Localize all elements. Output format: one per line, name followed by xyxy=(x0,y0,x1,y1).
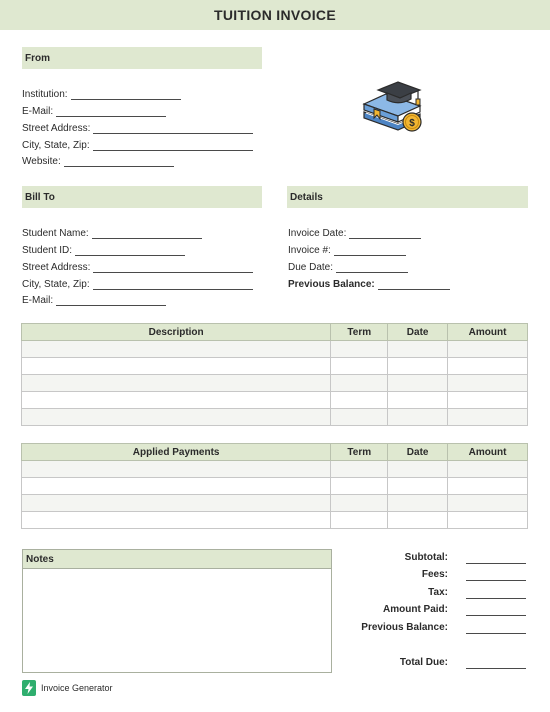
due-date-label: Due Date: xyxy=(288,262,334,273)
term-column-header: Term xyxy=(331,324,388,341)
amount-paid-label: Amount Paid: xyxy=(383,604,448,615)
date-column-header: Date xyxy=(388,324,448,341)
date-cell[interactable] xyxy=(388,341,448,358)
from-city-label: City, State, Zip: xyxy=(22,140,90,151)
payment-date-cell[interactable] xyxy=(388,512,448,529)
date-cell[interactable] xyxy=(388,409,448,426)
payment-term-cell[interactable] xyxy=(331,512,388,529)
from-city-field[interactable] xyxy=(22,138,253,151)
description-cell[interactable] xyxy=(22,341,331,358)
payment-date-cell[interactable] xyxy=(388,495,448,512)
invoice-date-field[interactable] xyxy=(288,226,421,239)
invoice-date-label: Invoice Date: xyxy=(288,228,347,239)
institution-line xyxy=(71,89,181,100)
date-cell[interactable] xyxy=(388,392,448,409)
term-cell[interactable] xyxy=(331,375,388,392)
date-cell[interactable] xyxy=(388,358,448,375)
student-name-field[interactable] xyxy=(22,226,202,239)
student-name-label: Student Name: xyxy=(22,228,89,239)
amount-paid-row[interactable] xyxy=(340,604,530,617)
website-label: Website: xyxy=(22,156,61,167)
previous-balance-line xyxy=(378,279,450,290)
amount-cell[interactable] xyxy=(448,358,528,375)
payment-date-column-header: Date xyxy=(388,444,448,461)
tax-label: Tax: xyxy=(428,587,448,598)
total-due-line xyxy=(466,668,526,669)
invoice-number-line xyxy=(334,245,406,256)
payments-header-row xyxy=(22,444,528,461)
payment-description-cell[interactable] xyxy=(22,461,331,478)
student-name-line xyxy=(92,228,202,239)
totals-previous-balance-row[interactable] xyxy=(340,622,530,635)
due-date-field[interactable] xyxy=(288,260,408,273)
from-email-line xyxy=(56,106,166,117)
bill-street-field[interactable] xyxy=(22,260,253,273)
invoice-date-line xyxy=(349,228,421,239)
bill-street-label: Street Address: xyxy=(22,262,91,273)
from-street-label: Street Address: xyxy=(22,123,91,134)
subtotal-row[interactable] xyxy=(340,552,530,565)
subtotal-label: Subtotal: xyxy=(404,552,448,563)
previous-balance-field[interactable] xyxy=(288,277,450,290)
description-cell[interactable] xyxy=(22,409,331,426)
payment-amount-cell[interactable] xyxy=(448,512,528,529)
bill-city-label: City, State, Zip: xyxy=(22,279,90,290)
term-cell[interactable] xyxy=(331,392,388,409)
totals-previous-balance-label: Previous Balance: xyxy=(361,622,448,633)
charges-table xyxy=(21,323,528,426)
total-due-label: Total Due: xyxy=(399,657,448,668)
notes-box[interactable] xyxy=(22,549,332,673)
bill-email-label: E-Mail: xyxy=(22,295,54,306)
tax-row[interactable] xyxy=(340,587,530,600)
description-cell[interactable] xyxy=(22,375,331,392)
payment-description-cell[interactable] xyxy=(22,478,331,495)
from-institution-field[interactable] xyxy=(22,87,181,100)
payment-term-cell[interactable] xyxy=(331,495,388,512)
footer-brand[interactable] xyxy=(22,680,113,696)
institution-label: Institution: xyxy=(22,89,68,100)
svg-text:$: $ xyxy=(409,118,415,129)
payment-amount-column-header: Amount xyxy=(448,444,528,461)
payment-term-cell[interactable] xyxy=(331,461,388,478)
amount-paid-line xyxy=(466,615,526,616)
student-id-field[interactable] xyxy=(22,243,185,256)
amount-column-header: Amount xyxy=(448,324,528,341)
payment-amount-cell[interactable] xyxy=(448,461,528,478)
fees-line xyxy=(466,580,526,581)
previous-balance-label: Previous Balance: xyxy=(288,279,375,290)
table-row xyxy=(22,478,528,495)
invoice-number-label: Invoice #: xyxy=(288,245,331,256)
footer-brand-label: Invoice Generator xyxy=(41,683,113,693)
from-header: From xyxy=(22,47,262,69)
from-email-label: E-Mail: xyxy=(22,106,54,117)
description-column-header: Description xyxy=(22,324,331,341)
invoice-number-field[interactable] xyxy=(288,243,406,256)
date-cell[interactable] xyxy=(388,375,448,392)
fees-label: Fees: xyxy=(421,569,448,580)
graduation-cap-books-coin-icon xyxy=(360,78,430,138)
description-cell[interactable] xyxy=(22,358,331,375)
payment-date-cell[interactable] xyxy=(388,478,448,495)
invoice-title: TUITION INVOICE xyxy=(214,7,336,23)
amount-cell[interactable] xyxy=(448,409,528,426)
title-bar xyxy=(0,0,550,30)
website-line xyxy=(64,156,174,167)
payment-term-cell[interactable] xyxy=(331,478,388,495)
student-id-line xyxy=(75,245,185,256)
from-email-field[interactable] xyxy=(22,104,166,117)
table-row xyxy=(22,409,528,426)
table-row xyxy=(22,392,528,409)
table-row xyxy=(22,375,528,392)
payment-description-cell[interactable] xyxy=(22,495,331,512)
bill-city-line xyxy=(93,279,253,290)
fees-row[interactable] xyxy=(340,569,530,582)
description-cell[interactable] xyxy=(22,392,331,409)
term-cell[interactable] xyxy=(331,409,388,426)
due-date-line xyxy=(336,262,408,273)
from-website-field[interactable] xyxy=(22,154,174,167)
total-due-row[interactable] xyxy=(340,657,530,670)
payment-amount-cell[interactable] xyxy=(448,478,528,495)
notes-header: Notes xyxy=(23,550,331,569)
totals-previous-balance-line xyxy=(466,633,526,634)
payment-amount-cell[interactable] xyxy=(448,495,528,512)
tax-line xyxy=(466,598,526,599)
from-city-line xyxy=(93,140,253,151)
amount-cell[interactable] xyxy=(448,341,528,358)
bill-to-header: Bill To xyxy=(22,186,262,208)
table-row xyxy=(22,341,528,358)
table-row xyxy=(22,512,528,529)
lightning-bolt-icon xyxy=(22,680,36,696)
applied-payments-column-header: Applied Payments xyxy=(22,444,331,461)
bill-street-line xyxy=(93,262,253,273)
bill-city-field[interactable] xyxy=(22,277,253,290)
table-row xyxy=(22,358,528,375)
term-cell[interactable] xyxy=(331,358,388,375)
payment-date-cell[interactable] xyxy=(388,461,448,478)
term-cell[interactable] xyxy=(331,341,388,358)
payment-term-column-header: Term xyxy=(331,444,388,461)
amount-cell[interactable] xyxy=(448,375,528,392)
payments-table xyxy=(21,443,528,529)
bill-email-line xyxy=(56,295,166,306)
from-street-field[interactable] xyxy=(22,121,253,134)
payment-description-cell[interactable] xyxy=(22,512,331,529)
student-id-label: Student ID: xyxy=(22,245,73,256)
bill-email-field[interactable] xyxy=(22,293,166,306)
amount-cell[interactable] xyxy=(448,392,528,409)
subtotal-line xyxy=(466,563,526,564)
table-row xyxy=(22,461,528,478)
table-row xyxy=(22,495,528,512)
charges-header-row xyxy=(22,324,528,341)
from-street-line xyxy=(93,123,253,134)
details-header: Details xyxy=(287,186,528,208)
